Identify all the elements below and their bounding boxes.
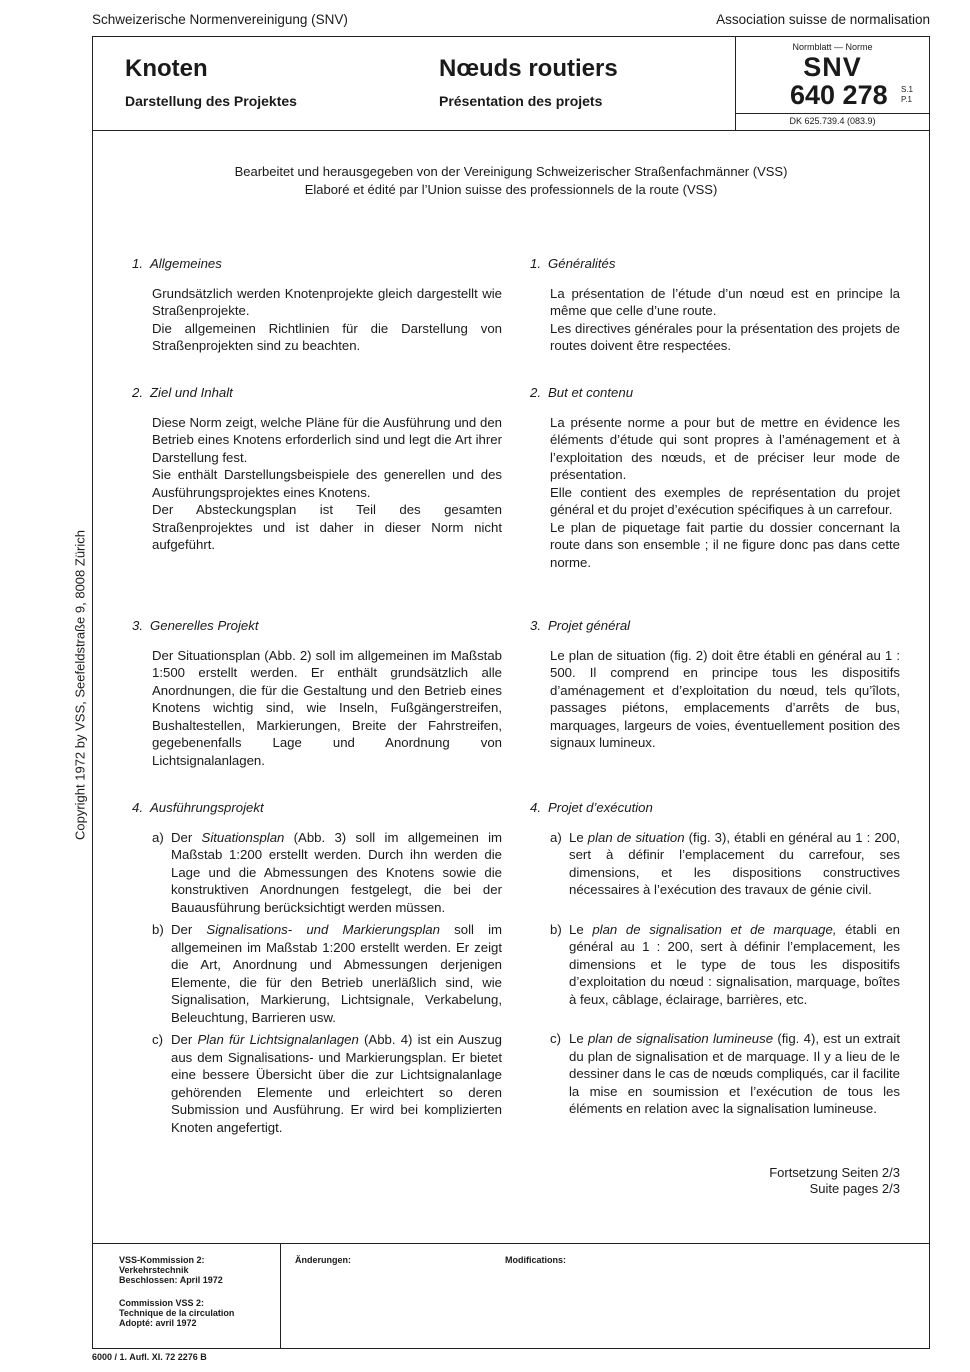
item-text: établi en général au 1 : 200, sert à définir l’emplacement, les dimensions et le type de tous les dispositifs d’exploitation du nœud : signalisation, marquage, boîtes à feux, câblage, éclairage, barrières, etc. (569, 921, 900, 1007)
commission-topic: Technique de la circulation (119, 1308, 235, 1318)
footer-divider (92, 1243, 930, 1244)
section-number: 3. (132, 618, 143, 633)
item-label: c) (152, 1032, 163, 1047)
publisher-fr: Elaboré et édité par l’Union suisse des professionnels de la route (VSS) (304, 181, 718, 197)
org-name-fr: Association suisse de normalisation (716, 12, 930, 27)
section-text: Diese Norm zeigt, welche Pläne für die Ausführung und den Betrieb eines Knotens erforderlich sind und legt die Art ihrer Darstellung fest. Sie enthält Darstellungsbeispiele des generellen und des Ausführungsprojektes eines Knotens. Der Absteckungsplan ist Teil des gesamten Straßenprojektes und ist daher in dieser Norm nicht aufgeführt. (152, 414, 502, 552)
item-text: Der (171, 1032, 198, 1047)
continuation-de: Fortsetzung Seiten 2/3 (769, 1165, 900, 1180)
commission-name: Commission VSS 2: (119, 1298, 205, 1308)
item-text: (Abb. 4) ist ein Auszug aus dem Signalisations- und Markierungsplan. Er bietet eine bessere Übersicht über die zur Lichtsignalanlage gehörenden Elemente und erleichtert so deren Submission und Ausführung. Er wird bei komplizierten Knoten angefertigt. (171, 1032, 502, 1135)
snv-label: SNV (803, 52, 862, 82)
item-emphasis: plan de situation (587, 829, 685, 845)
list-item (132, 1031, 502, 1136)
fr-section-1 (530, 255, 900, 355)
fr-section-3 (530, 617, 900, 752)
continuation-note (769, 1165, 900, 1197)
title-fr: Nœuds routiers (439, 55, 618, 82)
section-number: 4. (132, 800, 143, 815)
section-number: 2. (132, 385, 143, 400)
title-de: Knoten (125, 55, 208, 82)
print-code: 6000 / 1. Aufl. XI. 72 2276 B (92, 1352, 207, 1362)
commission-topic: Verkehrstechnik (119, 1265, 189, 1275)
commission-date: Adopté: avril 1972 (119, 1318, 197, 1328)
list-item (530, 829, 900, 899)
item-text: Le (569, 921, 593, 937)
item-label: a) (550, 829, 562, 845)
item-emphasis: Plan für Lichtsignalanlagen (197, 1032, 359, 1047)
list-item (530, 921, 900, 1009)
commission-name: VSS-Kommission 2: (119, 1255, 205, 1265)
section-title: Généralités (548, 256, 616, 271)
list-item (132, 921, 502, 1026)
section-text: Grundsätzlich werden Knotenprojekte gleich dargestellt wie Straßenprojekte. Die allgemeinen Richtlinien für die Darstellung von Straßenprojekten sind zu beachten. (152, 285, 502, 353)
item-emphasis: plan de signalisation lumineuse (587, 1031, 774, 1046)
copyright: Copyright 1972 by VSS, Seefeldstraße 9, 8008 Zürich (72, 529, 88, 841)
item-text: Der (171, 829, 202, 845)
de-section-2 (132, 384, 502, 554)
publisher-de: Bearbeitet und herausgegeben von der Vereinigung Schweizerischer Straßenfachmänner (VSS) (234, 164, 788, 179)
section-title: Generelles Projekt (150, 618, 259, 633)
item-label: b) (152, 922, 164, 937)
section-title: Ausführungsprojekt (150, 800, 264, 815)
page-de: S.1 (901, 85, 914, 94)
commission-de (119, 1255, 223, 1285)
item-text: Le (569, 829, 588, 845)
section-number: 1. (132, 256, 143, 271)
de-section-1 (132, 255, 502, 355)
page-indicator (901, 85, 913, 105)
list-item (132, 829, 502, 917)
section-text: Der Situationsplan (Abb. 2) soll im allgemeinen im Maßstab 1:500 erstellt werden. Er enthält grundsätzlich alle Anordnungen, die für die Gestaltung und den Betrieb eines Knotens wichtig sind, wie Inseln, Fußgängerstreifen, Bushaltestellen, Markierungen, Breite der Fahrstreifen, gegebenenfalls Lage und Anordnung von Lichtsignalanlagen. (152, 647, 502, 768)
section-title: Ziel und Inhalt (150, 385, 233, 400)
de-section-3 (132, 617, 502, 769)
section-number: 1. (530, 256, 541, 271)
header-divider (92, 130, 930, 131)
norm-number: 640 278 (790, 80, 888, 110)
dk-number: DK 625.739.4 (083.9) (789, 116, 876, 126)
section-text: Le plan de situation (fig. 2) doit être établi en général au 1 : 500. Il comprend en principe tous les dispositifs d’aménagement et d’exploitation du nœud, tels qu’îlots, passages piétons, emplacements d’arrêts de bus, marquages, largeurs de voies, éventuellement position des signaux lumineux. (550, 647, 900, 750)
item-text: Der (171, 922, 207, 937)
section-title: Projet d’exécution (548, 800, 653, 815)
footer-column-divider (280, 1243, 281, 1349)
item-text: soll im allgemeinen im Maßstab 1:200 erstellt werden. Er zeigt die Art, Anordnung und Abmessungen derjenigen Elemente, die für den Betrieb unerläßlich sind, wie Signalisation, Markierung, Lichtsignale, Verkabelung, Beleuchtung, Barrieren usw. (171, 922, 502, 1025)
item-emphasis: Situationsplan (201, 829, 285, 845)
list-item (530, 1030, 900, 1118)
commission-fr (119, 1298, 234, 1328)
publisher (92, 163, 930, 198)
section-title: Allgemeines (150, 256, 222, 271)
item-emphasis: plan de signalisation et de marquage, (592, 921, 837, 937)
commission-date: Beschlossen: April 1972 (119, 1275, 223, 1285)
section-number: 3. (530, 618, 541, 633)
item-text: Le (569, 1031, 588, 1046)
section-title: Projet général (548, 618, 631, 633)
normblatt-label: Normblatt — Norme (792, 42, 873, 52)
section-number: 4. (530, 800, 541, 815)
item-emphasis: Signalisations- und Markierungsplan (206, 922, 440, 937)
item-text: (fig. 4), est un extrait du plan de signalisation et de marquage. Il y a lieu de le dessiner dans le cas de nœuds compliqués, car il facilite la mise en soumission et l’exécution de tous les éléments en relation avec la signalisation lumineuse. (569, 1031, 900, 1116)
subtitle-de: Darstellung des Projektes (125, 93, 297, 109)
section-text: La présente norme a pour but de mettre en évidence les éléments d’étude qui sont propres à l’aménagement et à l’exploitation des nœuds, et de préciser leur mode de présentation. Elle contient des exemples de représentation du projet général et du projet d’exécution spécifiques à un carrefour. Le plan de piquetage fait partie du dossier concernant la route dans son ensemble ; il ne figure donc pas dans cette norme. (550, 414, 900, 570)
page-fr: P.1 (901, 95, 912, 104)
continuation-fr: Suite pages 2/3 (809, 1181, 900, 1196)
changes-label-fr: Modifications: (505, 1255, 566, 1265)
de-section-4 (132, 799, 502, 1141)
item-label: c) (550, 1031, 561, 1046)
section-title: But et contenu (548, 385, 634, 400)
item-text: (fig. 3), établi en général au 1 : 200, sert à définir l’emplacement du carrefour, ses dimensions, et les dispositions constructives nécessaires à l’exécution des travaux de génie civil. (569, 829, 900, 897)
item-label: b) (550, 921, 562, 937)
fr-section-4 (530, 799, 900, 1123)
org-name-de: Schweizerische Normenvereinigung (SNV) (92, 12, 348, 27)
changes-label-de: Änderungen: (295, 1255, 351, 1265)
section-number: 2. (530, 385, 541, 400)
item-text: (Abb. 3) soll im allgemeinen im Maßstab 1:200 erstellt werden. Durch ihn werden die Lage und die Abmessungen des Knotens sowie die konstruktiven Anordnungen festgelegt, die bei der Bauausführung berücksichtigt werden müssen. (171, 829, 502, 915)
section-text: La présentation de l’étude d’un nœud est en principe la même que celle d’une route. Les directives générales pour la présentation des projets de routes doivent être respectées. (550, 285, 900, 353)
subtitle-fr: Présentation des projets (439, 93, 603, 109)
item-label: a) (152, 829, 164, 845)
fr-section-2 (530, 384, 900, 571)
dk-divider (735, 113, 930, 114)
